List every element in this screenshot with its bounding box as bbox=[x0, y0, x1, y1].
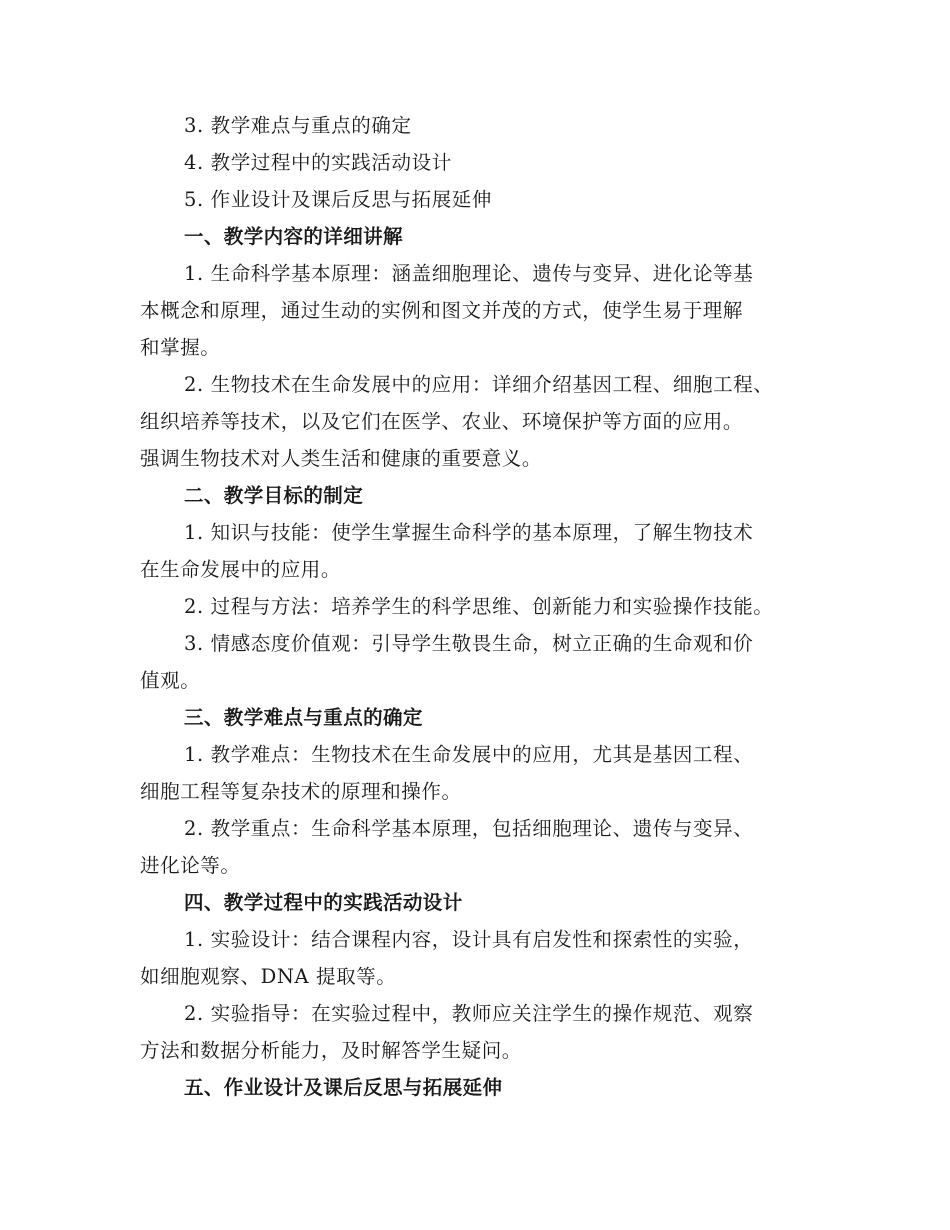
paragraph-line: 在生命发展中的应用。 bbox=[140, 558, 342, 581]
paragraph-line: 方法和数据分析能力，及时解答学生疑问。 bbox=[140, 1039, 522, 1062]
section-heading-4: 四、教学过程中的实践活动设计 bbox=[184, 891, 463, 914]
toc-item-5: 5. 作业设计及课后反思与拓展延伸 bbox=[184, 188, 493, 211]
paragraph-line: 进化论等。 bbox=[140, 854, 241, 877]
toc-item-3: 3. 教学难点与重点的确定 bbox=[184, 114, 412, 137]
paragraph-line: 如细胞观察、DNA 提取等。 bbox=[140, 965, 397, 988]
paragraph-line: 1. 实验设计：结合课程内容，设计具有启发性和探索性的实验， bbox=[184, 928, 754, 951]
paragraph-line: 1. 知识与技能：使学生掌握生命科学的基本原理，了解生物技术 bbox=[184, 521, 754, 544]
section-heading-3: 三、教学难点与重点的确定 bbox=[184, 706, 423, 729]
paragraph-line: 2. 实验指导：在实验过程中，教师应关注学生的操作规范、观察 bbox=[184, 1002, 754, 1025]
paragraph-line: 值观。 bbox=[140, 669, 201, 692]
toc-item-4: 4. 教学过程中的实践活动设计 bbox=[184, 151, 452, 174]
paragraph-line: 细胞工程等复杂技术的原理和操作。 bbox=[140, 780, 462, 803]
section-heading-5: 五、作业设计及课后反思与拓展延伸 bbox=[184, 1076, 503, 1099]
paragraph-line: 本概念和原理，通过生动的实例和图文并茂的方式，使学生易于理解 bbox=[140, 299, 744, 322]
paragraph-line: 3. 情感态度价值观：引导学生敬畏生命，树立正确的生命观和价 bbox=[184, 632, 754, 655]
paragraph-line: 2. 过程与方法：培养学生的科学思维、创新能力和实验操作技能。 bbox=[184, 595, 774, 618]
section-heading-1: 一、教学内容的详细讲解 bbox=[184, 225, 403, 248]
section-heading-2: 二、教学目标的制定 bbox=[184, 484, 364, 507]
paragraph-line: 2. 教学重点：生命科学基本原理，包括细胞理论、遗传与变异、 bbox=[184, 817, 754, 840]
paragraph-line: 1. 教学难点：生物技术在生命发展中的应用，尤其是基因工程、 bbox=[184, 743, 754, 766]
paragraph-line: 强调生物技术对人类生活和健康的重要意义。 bbox=[140, 447, 543, 470]
paragraph-line: 和掌握。 bbox=[140, 336, 221, 359]
paragraph-line: 2. 生物技术在生命发展中的应用：详细介绍基因工程、细胞工程、 bbox=[184, 373, 774, 396]
paragraph-line: 1. 生命科学基本原理：涵盖细胞理论、遗传与变异、进化论等基 bbox=[184, 262, 754, 285]
paragraph-line: 组织培养等技术，以及它们在医学、农业、环境保护等方面的应用。 bbox=[140, 410, 744, 433]
